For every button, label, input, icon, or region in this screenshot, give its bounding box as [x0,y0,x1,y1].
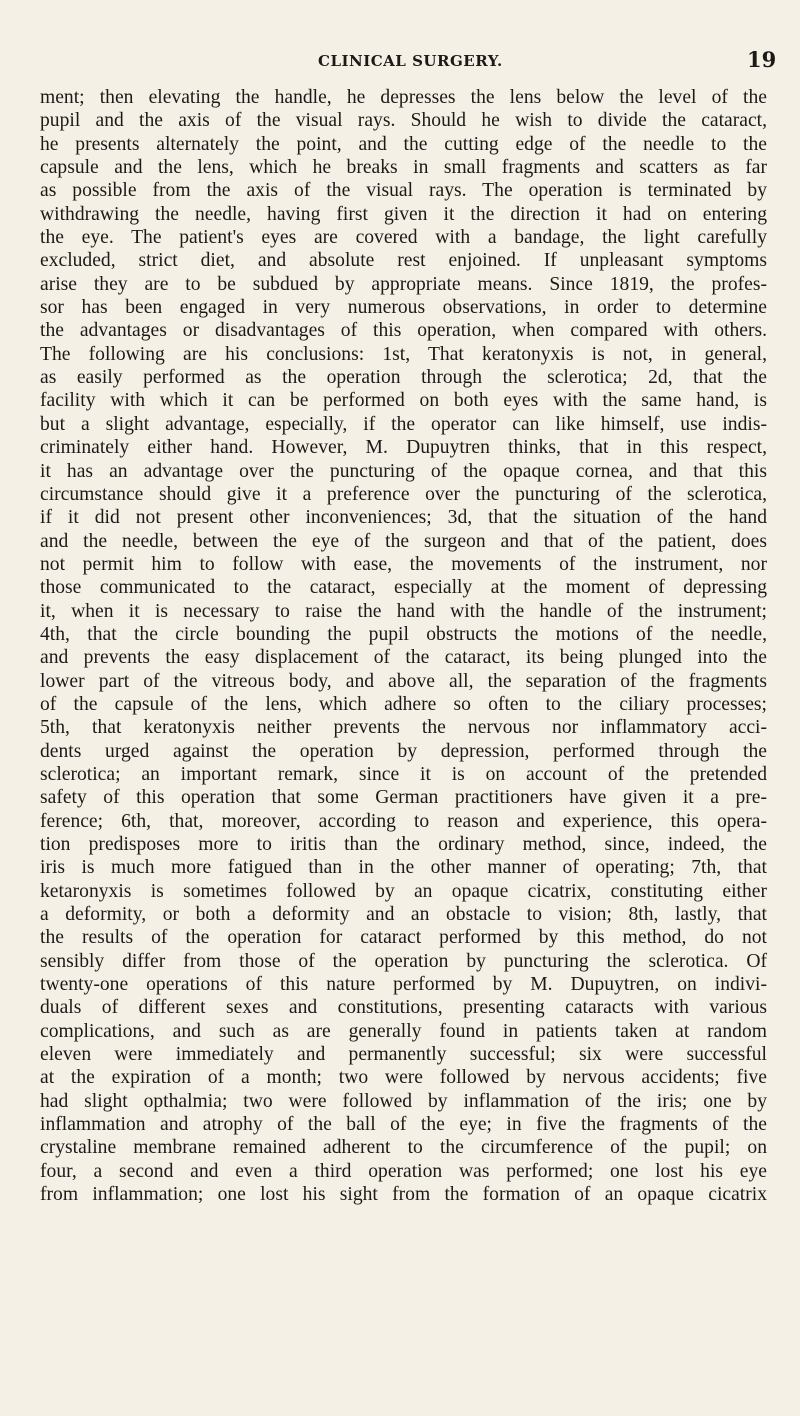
page-number: 19 [747,47,777,72]
text-line: ment; then elevating the handle, he depresses the lens below the level of the [40,87,767,108]
text-line: 4th, that the circle bounding the pupil obstructs the motions of the needle, [40,623,767,645]
text-line: safety of this operation that some German practitioners have given it a pre- [40,787,767,809]
text-line: ketaronyxis is sometimes followed by an opaque cicatrix, constituting either [40,880,767,902]
text-line: four, a second and even a third operation was performed; one lost his eye [40,1160,767,1182]
text-line: capsule and the lens, which he breaks in small fragments and scatters as far [40,157,767,179]
text-line: if it did not present other inconveniences; 3d, that the situation of the hand [40,507,767,529]
text-line: circumstance should give it a preference over the puncturing of the sclerotica, [40,483,767,505]
text-line: lower part of the vitreous body, and above all, the separation of the fragments [40,670,767,692]
text-line: arise they are to be subdued by appropriate means. Since 1819, the profes- [40,273,767,295]
text-line: not permit him to follow with ease, the movements of the instrument, nor [40,553,767,575]
text-line: criminately either hand. However, M. Dupuytren thinks, that in this respect, [40,437,767,459]
text-line: a deformity, or both a deformity and an obstacle to vision; 8th, lastly, that [40,904,767,926]
text-line: tion predisposes more to iritis than the ordinary method, since, indeed, the [40,834,767,855]
text-line: as easily performed as the operation through the sclerotica; 2d, that the [40,367,767,389]
text-line: he presents alternately the point, and the cutting edge of the needle to the [40,133,767,155]
text-line: sclerotica; an important remark, since it is on account of the pretended [40,763,767,785]
text-line: as possible from the axis of the visual rays. The operation is terminated by [40,180,767,202]
text-line: had slight opthalmia; two were followed by inflammation of the iris; one by [40,1090,767,1112]
text-line: the results of the operation for cataract performed by this method, do not [40,927,767,949]
text-line: The following are his conclusions: 1st, That keratonyxis is not, in general, [40,343,767,365]
text-line: sor has been engaged in very numerous observations, in order to determine [40,297,767,319]
text-line: the advantages or disadvantages of this operation, when compared with others. [40,320,767,342]
text-line: excluded, strict diet, and absolute rest enjoined. If unpleasant symptoms [40,250,767,272]
running-head: CLINICAL SURGERY. [318,52,503,70]
text-line: dents urged against the operation by depression, performed through the [40,740,767,762]
text-line: from inflammation; one lost his sight from the formation of an opaque cicatrix [40,1184,767,1206]
text-line: the eye. The patient's eyes are covered with a bandage, the light carefully [40,227,767,249]
text-line: withdrawing the needle, having first given it the direction it had on entering [40,203,767,225]
text-line: 5th, that keratonyxis neither prevents the nervous nor inflammatory acci- [40,717,767,739]
text-line: complications, and such as are generally found in patients taken at random [40,1020,767,1042]
text-line: facility with which it can be performed on both eyes with the same hand, is [40,390,767,412]
text-line: but a slight advantage, especially, if the operator can like himself, use indis- [40,413,767,435]
text-line: duals of different sexes and constitutions, presenting cataracts with various [40,997,767,1019]
text-line: iris is much more fatigued than in the other manner of operating; 7th, that [40,857,767,879]
text-line: and the needle, between the eye of the surgeon and that of the patient, does [40,530,767,552]
text-line: ference; 6th, that, moreover, according to reason and experience, this opera- [40,810,767,832]
text-line: it, when it is necessary to raise the hand with the handle of the instrument; [40,600,767,622]
text-line: sensibly differ from those of the operation by puncturing the sclerotica. Of [40,950,767,972]
text-line: crystaline membrane remained adherent to the circumference of the pupil; on [40,1137,767,1159]
text-line: pupil and the axis of the visual rays. Should he wish to divide the cataract, [40,110,767,132]
text-line: twenty-one operations of this nature performed by M. Dupuytren, on indivi- [40,974,767,996]
text-line: and prevents the easy displacement of the cataract, its being plunged into the [40,647,767,669]
text-line: inflammation and atrophy of the ball of the eye; in five the fragments of the [40,1114,767,1136]
body-text [40,86,767,1207]
text-line: at the expiration of a month; two were followed by nervous accidents; five [40,1067,767,1089]
text-line: it has an advantage over the puncturing of the opaque cornea, and that this [40,460,767,482]
text-line: those communicated to the cataract, especially at the moment of depressing [40,577,767,599]
text-line: of the capsule of the lens, which adhere so often to the ciliary processes; [40,693,767,715]
text-line: eleven were immediately and permanently successful; six were successful [40,1044,767,1066]
